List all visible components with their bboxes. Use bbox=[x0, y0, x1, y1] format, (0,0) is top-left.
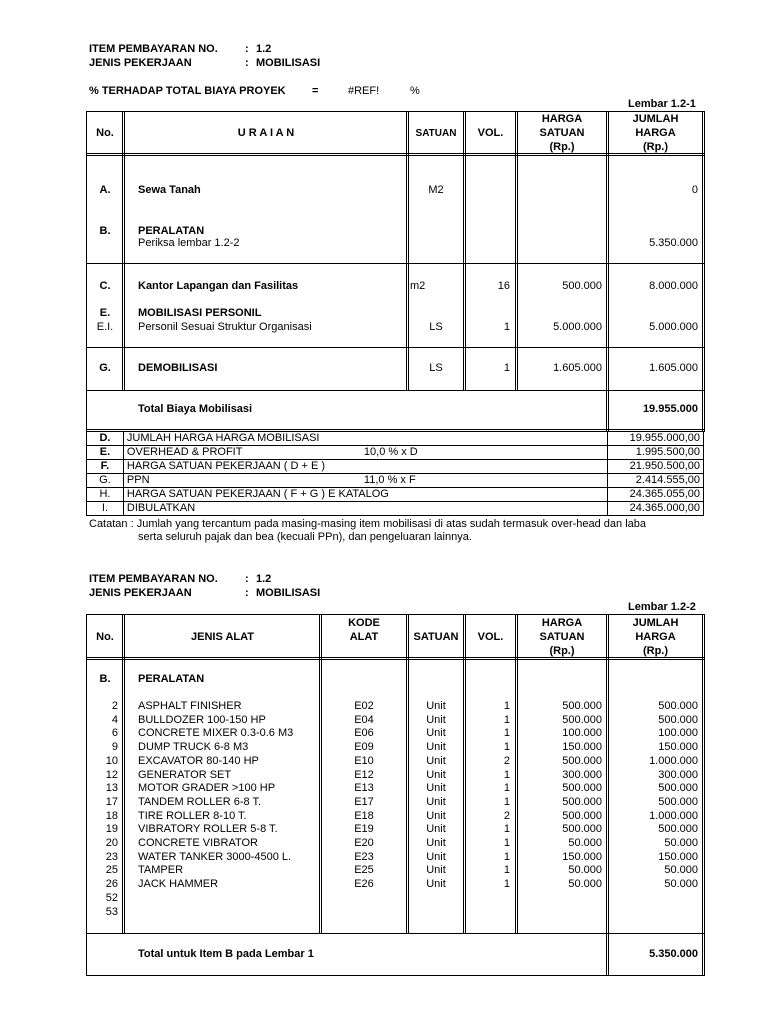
summary-label: OVERHEAD & PROFIT bbox=[126, 446, 243, 458]
lembar-1: Lembar 1.2-1 bbox=[628, 98, 696, 110]
item-vol: 1 bbox=[503, 713, 510, 726]
row-uraian: Personil Sesuai Struktur Organisasi bbox=[138, 321, 312, 333]
item-nama: VIBRATORY ROLLER 5-8 T. bbox=[138, 823, 278, 836]
item-satuan: Unit bbox=[426, 795, 446, 808]
item-kode: E26 bbox=[354, 878, 374, 891]
item-kode: E20 bbox=[354, 837, 374, 849]
item-satuan: Unit bbox=[426, 782, 446, 795]
row-jumlah: 5.350.000 bbox=[649, 237, 698, 249]
table-row bbox=[0, 823, 768, 836]
row-jumlah: 0 bbox=[691, 184, 698, 196]
row-jumlah: 1.605.000 bbox=[649, 362, 698, 374]
summary-label: HARGA SATUAN PEKERJAAN ( F + G ) E KATALOG bbox=[126, 488, 389, 500]
item-no: 6 bbox=[111, 727, 118, 740]
col-header-satuan: SATUAN bbox=[415, 128, 457, 139]
table-row bbox=[0, 864, 768, 877]
item-no: 52 bbox=[105, 891, 118, 904]
summary-value: 24.365.000,00 bbox=[608, 502, 704, 516]
summary-no: D. bbox=[87, 432, 124, 446]
item-no: 10 bbox=[105, 754, 118, 767]
summary-formula: 10,0 % x D bbox=[363, 446, 418, 458]
item-harga: 500.000 bbox=[562, 782, 602, 795]
section-label: PERALATAN bbox=[138, 673, 205, 685]
item-vol: 2 bbox=[503, 809, 510, 822]
table-row bbox=[0, 906, 768, 919]
col-header-harga-3: (Rp.) bbox=[549, 645, 575, 657]
item-harga: 150.000 bbox=[562, 850, 602, 863]
row-satuan: LS bbox=[429, 362, 443, 374]
table-row bbox=[87, 432, 704, 446]
item-satuan: Unit bbox=[426, 878, 446, 891]
row-satuan: LS bbox=[429, 321, 443, 333]
item-harga: 100.000 bbox=[562, 727, 602, 740]
item-no: 20 bbox=[105, 837, 118, 849]
summary-label-cell bbox=[123, 432, 607, 446]
item-pembayaran-sep-2: : bbox=[245, 573, 249, 585]
item-kode: E09 bbox=[354, 741, 374, 754]
item-jumlah: 50.000 bbox=[664, 864, 698, 877]
col-header-uraian: U R A I A N bbox=[237, 127, 295, 139]
item-nama: BULLDOZER 100-150 HP bbox=[138, 713, 266, 726]
summary-value: 19.955.000,00 bbox=[608, 432, 704, 446]
item-no: 26 bbox=[105, 878, 118, 891]
table-row bbox=[0, 700, 768, 713]
col-header-harga-1: HARGA bbox=[541, 113, 583, 125]
col-header-jenis-alat: JENIS ALAT bbox=[191, 631, 254, 643]
item-pembayaran-label-2: ITEM PEMBAYARAN NO. bbox=[89, 573, 218, 585]
summary-no: H. bbox=[87, 488, 124, 502]
item-nama: ASPHALT FINISHER bbox=[138, 700, 242, 712]
col-header-satuan: SATUAN bbox=[413, 631, 459, 643]
item-satuan: Unit bbox=[426, 727, 446, 740]
total-item-b-value: 5.350.000 bbox=[649, 948, 698, 960]
table-row bbox=[87, 488, 704, 502]
item-kode: E18 bbox=[354, 809, 374, 822]
summary-label: JUMLAH HARGA HARGA MOBILISASI bbox=[126, 432, 320, 444]
row-uraian: PERALATAN bbox=[138, 225, 205, 237]
item-jumlah: 150.000 bbox=[658, 850, 698, 863]
item-no: 19 bbox=[105, 823, 118, 836]
item-nama: MOTOR GRADER >100 HP bbox=[138, 782, 276, 795]
item-satuan: Unit bbox=[426, 713, 446, 726]
item-jumlah: 500.000 bbox=[658, 823, 698, 836]
col-header-jumlah-2: HARGA bbox=[635, 127, 676, 139]
item-kode: E19 bbox=[354, 823, 374, 836]
jenis-pekerjaan-value: MOBILISASI bbox=[256, 57, 321, 69]
row-uraian: MOBILISASI PERSONIL bbox=[138, 307, 262, 319]
item-nama: DUMP TRUCK 6-8 M3 bbox=[138, 741, 249, 754]
item-jumlah: 500.000 bbox=[658, 713, 698, 726]
jenis-pekerjaan-label: JENIS PEKERJAAN bbox=[89, 57, 192, 69]
jenis-pekerjaan-sep: : bbox=[245, 57, 249, 69]
summary-no: G. bbox=[87, 474, 124, 488]
table-row bbox=[0, 878, 768, 891]
summary-value: 1.995.500,00 bbox=[608, 446, 704, 460]
summary-table bbox=[86, 431, 704, 516]
item-kode: E23 bbox=[354, 850, 374, 863]
pct-value: #REF! bbox=[348, 85, 380, 97]
item-kode: E12 bbox=[354, 768, 374, 781]
item-vol: 2 bbox=[503, 754, 510, 767]
row-uraian: Kantor Lapangan dan Fasilitas bbox=[138, 280, 299, 292]
item-kode: E02 bbox=[354, 700, 374, 712]
item-vol: 1 bbox=[503, 823, 510, 836]
item-jumlah: 500.000 bbox=[658, 795, 698, 808]
item-harga: 150.000 bbox=[562, 741, 602, 754]
summary-value: 21.950.500,00 bbox=[608, 460, 704, 474]
item-harga: 500.000 bbox=[562, 809, 602, 822]
col-header-jumlah-1: JUMLAH bbox=[632, 617, 679, 629]
item-jumlah: 150.000 bbox=[658, 741, 698, 754]
row-no: E.I. bbox=[96, 321, 114, 333]
item-vol: 1 bbox=[503, 795, 510, 808]
row-uraian: DEMOBILISASI bbox=[138, 362, 218, 374]
col-header-kode-2: ALAT bbox=[349, 631, 379, 643]
item-harga: 500.000 bbox=[562, 754, 602, 767]
item-nama: EXCAVATOR 80-140 HP bbox=[138, 754, 259, 767]
row-harga: 500.000 bbox=[562, 280, 602, 292]
summary-no: I. bbox=[87, 502, 124, 516]
item-jumlah: 1.000.000 bbox=[649, 754, 698, 767]
item-satuan: Unit bbox=[426, 850, 446, 863]
item-nama: TANDEM ROLLER 6-8 T. bbox=[138, 795, 262, 808]
row-sub: Periksa lembar 1.2-2 bbox=[138, 237, 240, 249]
row-no: C. bbox=[99, 280, 111, 292]
section-no: B. bbox=[99, 673, 111, 685]
summary-label-cell bbox=[123, 460, 607, 474]
item-jumlah: 1.000.000 bbox=[649, 809, 698, 822]
col-header-no: No. bbox=[96, 631, 114, 643]
jenis-pekerjaan-value-2: MOBILISASI bbox=[256, 587, 321, 599]
table-row bbox=[0, 782, 768, 795]
item-harga: 500.000 bbox=[562, 713, 602, 726]
row-vol: 1 bbox=[503, 321, 510, 333]
col-header-vol: VOL. bbox=[477, 631, 504, 643]
row-harga: 1.605.000 bbox=[553, 362, 602, 374]
item-harga: 500.000 bbox=[562, 823, 602, 836]
row-jumlah: 5.000.000 bbox=[649, 321, 698, 333]
item-vol: 1 bbox=[503, 864, 510, 877]
summary-label-cell bbox=[123, 446, 607, 460]
summary-label: DIBULATKAN bbox=[126, 502, 196, 514]
item-harga: 50.000 bbox=[568, 864, 602, 877]
col-header-no: No. bbox=[96, 127, 114, 139]
item-satuan: Unit bbox=[426, 864, 446, 877]
pct-sign: % bbox=[410, 85, 420, 97]
item-nama: JACK HAMMER bbox=[138, 878, 219, 891]
row-vol: 1 bbox=[503, 362, 510, 374]
item-no: 9 bbox=[111, 741, 118, 754]
item-satuan: Unit bbox=[426, 741, 446, 754]
table-row bbox=[87, 502, 704, 516]
summary-formula: 11,0 % x F bbox=[363, 474, 416, 486]
total-biaya-label: Total Biaya Mobilisasi bbox=[138, 403, 253, 415]
item-kode: E10 bbox=[354, 754, 374, 767]
item-harga: 500.000 bbox=[562, 700, 602, 712]
item-no: 13 bbox=[105, 782, 118, 795]
table-row bbox=[0, 810, 768, 823]
table-row bbox=[0, 727, 768, 740]
item-nama: TIRE ROLLER 8-10 T. bbox=[138, 809, 247, 822]
summary-label-cell bbox=[123, 502, 607, 516]
item-satuan: Unit bbox=[426, 768, 446, 781]
item-kode: E25 bbox=[354, 864, 374, 877]
item-no: 2 bbox=[111, 700, 118, 712]
item-no: 4 bbox=[111, 713, 118, 726]
item-nama: GENERATOR SET bbox=[138, 768, 232, 781]
table-row bbox=[0, 741, 768, 754]
item-nama: WATER TANKER 3000-4500 L. bbox=[138, 850, 292, 863]
item-nama: CONCRETE MIXER 0.3-0.6 M3 bbox=[138, 727, 294, 740]
item-satuan: Unit bbox=[426, 823, 446, 836]
col-header-harga-2: SATUAN bbox=[539, 631, 585, 643]
item-vol: 1 bbox=[503, 878, 510, 891]
row-no: E. bbox=[99, 307, 111, 319]
item-jumlah: 50.000 bbox=[664, 837, 698, 849]
table-row bbox=[0, 769, 768, 782]
item-pembayaran-label: ITEM PEMBAYARAN NO. bbox=[89, 43, 218, 55]
item-jumlah: 300.000 bbox=[658, 768, 698, 781]
summary-label: PPN bbox=[126, 474, 150, 486]
item-harga: 500.000 bbox=[562, 795, 602, 808]
row-no: A. bbox=[99, 184, 111, 196]
item-vol: 1 bbox=[503, 700, 510, 712]
table-row bbox=[0, 892, 768, 905]
item-satuan: Unit bbox=[426, 700, 446, 712]
jenis-pekerjaan-label-2: JENIS PEKERJAAN bbox=[89, 587, 192, 599]
col-header-jumlah-3: (Rp.) bbox=[642, 141, 669, 153]
item-satuan: Unit bbox=[426, 837, 446, 849]
jenis-pekerjaan-sep-2: : bbox=[245, 587, 249, 599]
item-no: 17 bbox=[105, 795, 118, 808]
item-harga: 300.000 bbox=[562, 768, 602, 781]
item-no: 12 bbox=[105, 768, 118, 781]
table-row bbox=[0, 714, 768, 727]
row-satuan: M2 bbox=[428, 184, 444, 196]
table-row bbox=[0, 796, 768, 809]
row-vol: 16 bbox=[497, 280, 510, 292]
pct-label: % TERHADAP TOTAL BIAYA PROYEK bbox=[89, 85, 286, 97]
item-no: 18 bbox=[105, 809, 118, 822]
summary-value: 24.365.055,00 bbox=[608, 488, 704, 502]
item-kode: E17 bbox=[354, 795, 374, 808]
col-header-harga-3: (Rp.) bbox=[549, 141, 575, 153]
item-vol: 1 bbox=[503, 768, 510, 781]
col-header-jumlah-2: HARGA bbox=[635, 631, 676, 643]
pct-eq: = bbox=[312, 85, 319, 97]
table-row bbox=[0, 755, 768, 768]
table-row bbox=[87, 474, 704, 488]
col-header-harga-1: HARGA bbox=[541, 617, 583, 629]
item-jumlah: 500.000 bbox=[658, 782, 698, 795]
item-jumlah: 100.000 bbox=[658, 727, 698, 740]
col-header-jumlah-1: JUMLAH bbox=[632, 113, 679, 125]
item-no: 23 bbox=[105, 850, 118, 863]
item-nama: TAMPER bbox=[138, 864, 184, 877]
row-no: G. bbox=[99, 362, 111, 374]
col-header-vol: VOL. bbox=[477, 127, 504, 139]
summary-label: HARGA SATUAN PEKERJAAN ( D + E ) bbox=[126, 460, 326, 472]
summary-value: 2.414.555,00 bbox=[608, 474, 704, 488]
item-jumlah: 50.000 bbox=[664, 878, 698, 891]
item-vol: 1 bbox=[503, 741, 510, 754]
summary-label-cell bbox=[123, 488, 607, 502]
table-row bbox=[0, 837, 768, 850]
row-jumlah: 8.000.000 bbox=[649, 280, 698, 292]
total-biaya-value: 19.955.000 bbox=[642, 403, 698, 415]
catatan-line-1: Catatan : Jumlah yang tercantum pada masing-masing item mobilisasi di atas sudah termasuk over-head dan laba bbox=[89, 518, 647, 530]
table-row bbox=[87, 446, 704, 460]
item-kode: E04 bbox=[354, 713, 374, 726]
table-row bbox=[87, 460, 704, 474]
item-harga: 50.000 bbox=[568, 878, 602, 891]
summary-label-cell bbox=[123, 474, 607, 488]
item-nama: CONCRETE VIBRATOR bbox=[138, 837, 258, 849]
item-vol: 1 bbox=[503, 837, 510, 849]
item-satuan: Unit bbox=[426, 754, 446, 767]
item-kode: E13 bbox=[354, 782, 374, 795]
summary-no: F. bbox=[87, 460, 124, 474]
item-pembayaran-sep: : bbox=[245, 43, 249, 55]
item-kode: E06 bbox=[354, 727, 374, 740]
item-no: 25 bbox=[105, 864, 118, 877]
summary-no: E. bbox=[87, 446, 124, 460]
row-no: B. bbox=[99, 225, 111, 237]
item-harga: 50.000 bbox=[568, 837, 602, 849]
lembar-2: Lembar 1.2-2 bbox=[628, 601, 696, 613]
catatan-line-2: serta seluruh pajak dan bea (kecuali PPn), dan pengeluaran lainnya. bbox=[138, 531, 472, 543]
item-jumlah: 500.000 bbox=[658, 700, 698, 712]
row-satuan: m2 bbox=[410, 280, 426, 292]
item-vol: 1 bbox=[503, 850, 510, 863]
total-item-b-label: Total untuk Item B pada Lembar 1 bbox=[138, 948, 314, 960]
table-row bbox=[0, 851, 768, 864]
item-no: 53 bbox=[105, 905, 118, 918]
item-pembayaran-value: 1.2 bbox=[256, 43, 272, 55]
row-harga: 5.000.000 bbox=[553, 321, 602, 333]
col-header-harga-2: SATUAN bbox=[539, 127, 585, 139]
item-satuan: Unit bbox=[426, 809, 446, 822]
item-pembayaran-value-2: 1.2 bbox=[256, 573, 272, 585]
item-vol: 1 bbox=[503, 782, 510, 795]
row-uraian: Sewa Tanah bbox=[138, 184, 201, 196]
item-vol: 1 bbox=[503, 727, 510, 740]
col-header-kode-1: KODE bbox=[348, 617, 380, 629]
col-header-jumlah-3: (Rp.) bbox=[642, 645, 669, 657]
